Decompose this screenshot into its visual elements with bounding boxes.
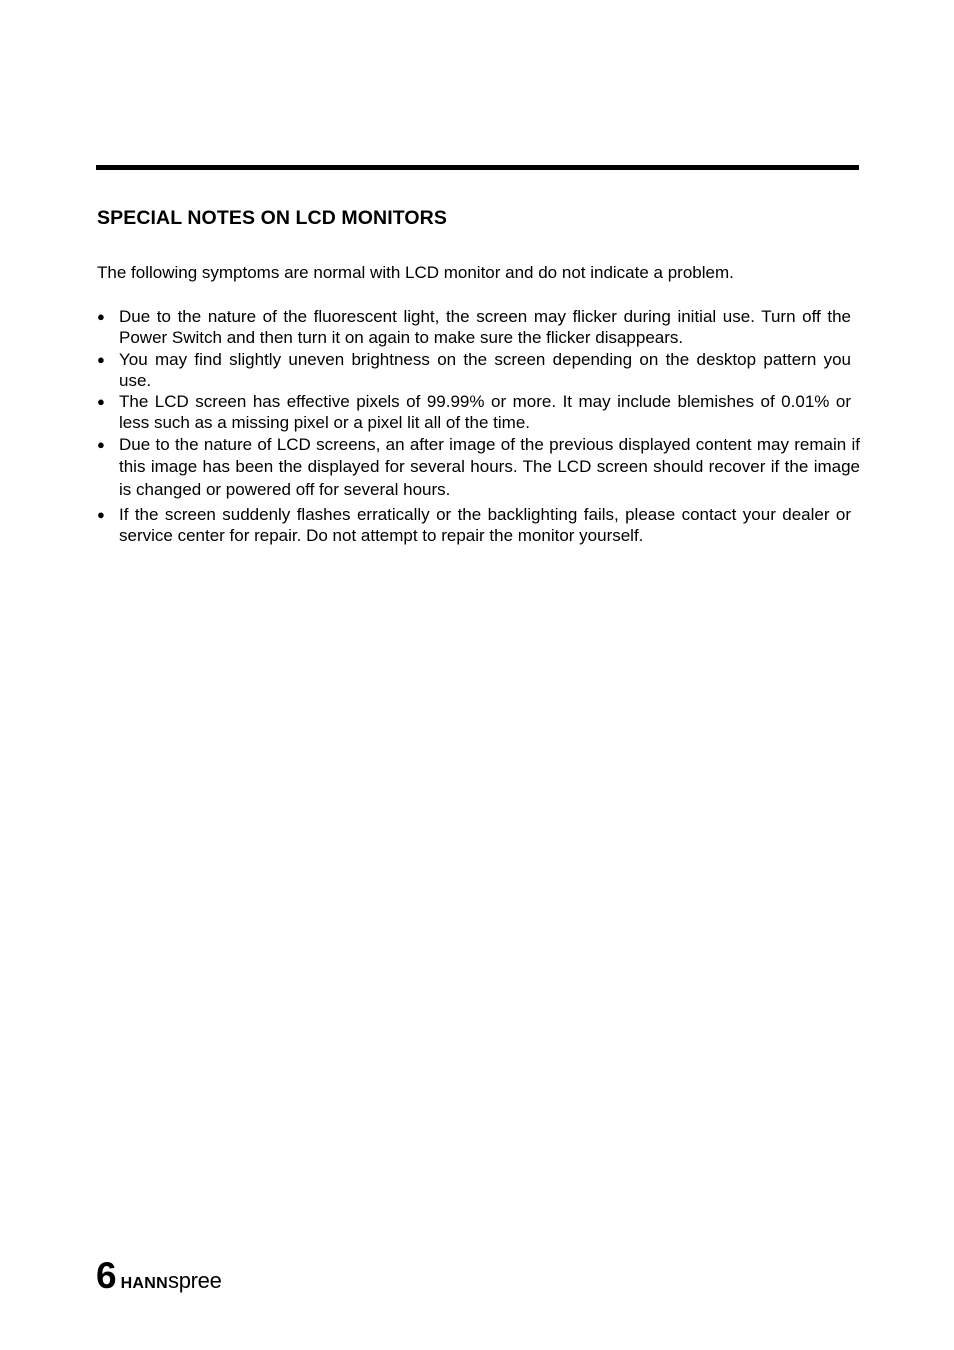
- page-number: 6: [96, 1255, 116, 1296]
- list-item: [97, 349, 851, 392]
- intro-paragraph: The following symptoms are normal with LCD monitor and do not indicate a problem.: [97, 263, 734, 282]
- list-item: [97, 504, 851, 547]
- list-item: [97, 391, 851, 434]
- brand-logo-light: spree: [168, 1268, 222, 1293]
- notes-list: [97, 306, 860, 546]
- note-text: The LCD screen has effective pixels of 99.99% or more. It may include blemishes of 0.01% or less such as a missing pixel or a pixel lit all of the time.: [119, 392, 851, 433]
- bullet-icon: ●: [97, 309, 105, 324]
- page-footer: [96, 1257, 222, 1294]
- brand-logo-bold: HANN: [120, 1275, 168, 1292]
- note-text: You may find slightly uneven brightness on the screen depending on the desktop pattern you use.: [119, 349, 851, 390]
- list-item: [97, 434, 860, 502]
- list-item: [97, 306, 851, 349]
- section-heading: SPECIAL NOTES ON LCD MONITORS: [97, 207, 447, 229]
- bullet-icon: ●: [97, 394, 105, 410]
- brand-logo: [121, 1270, 222, 1294]
- note-text: If the screen suddenly flashes erratically or the backlighting fails, please contact your dealer or service center for repair. Do not attempt to repair the monitor yourself.: [119, 504, 851, 546]
- note-text: Due to the nature of the fluorescent light, the screen may flicker during initial use. Turn off the Power Switch and then turn it on again to make sure the flicker disappears.: [119, 307, 851, 348]
- note-text: Due to the nature of LCD screens, an after image of the previous displayed content may remain if this image has been the displayed for several hours. The LCD screen should recover if the image is changed or powered off for several hours.: [119, 434, 860, 500]
- bullet-icon: ●: [97, 436, 105, 452]
- header-rule: [96, 165, 859, 170]
- bullet-icon: ●: [97, 506, 105, 522]
- bullet-icon: ●: [97, 351, 105, 367]
